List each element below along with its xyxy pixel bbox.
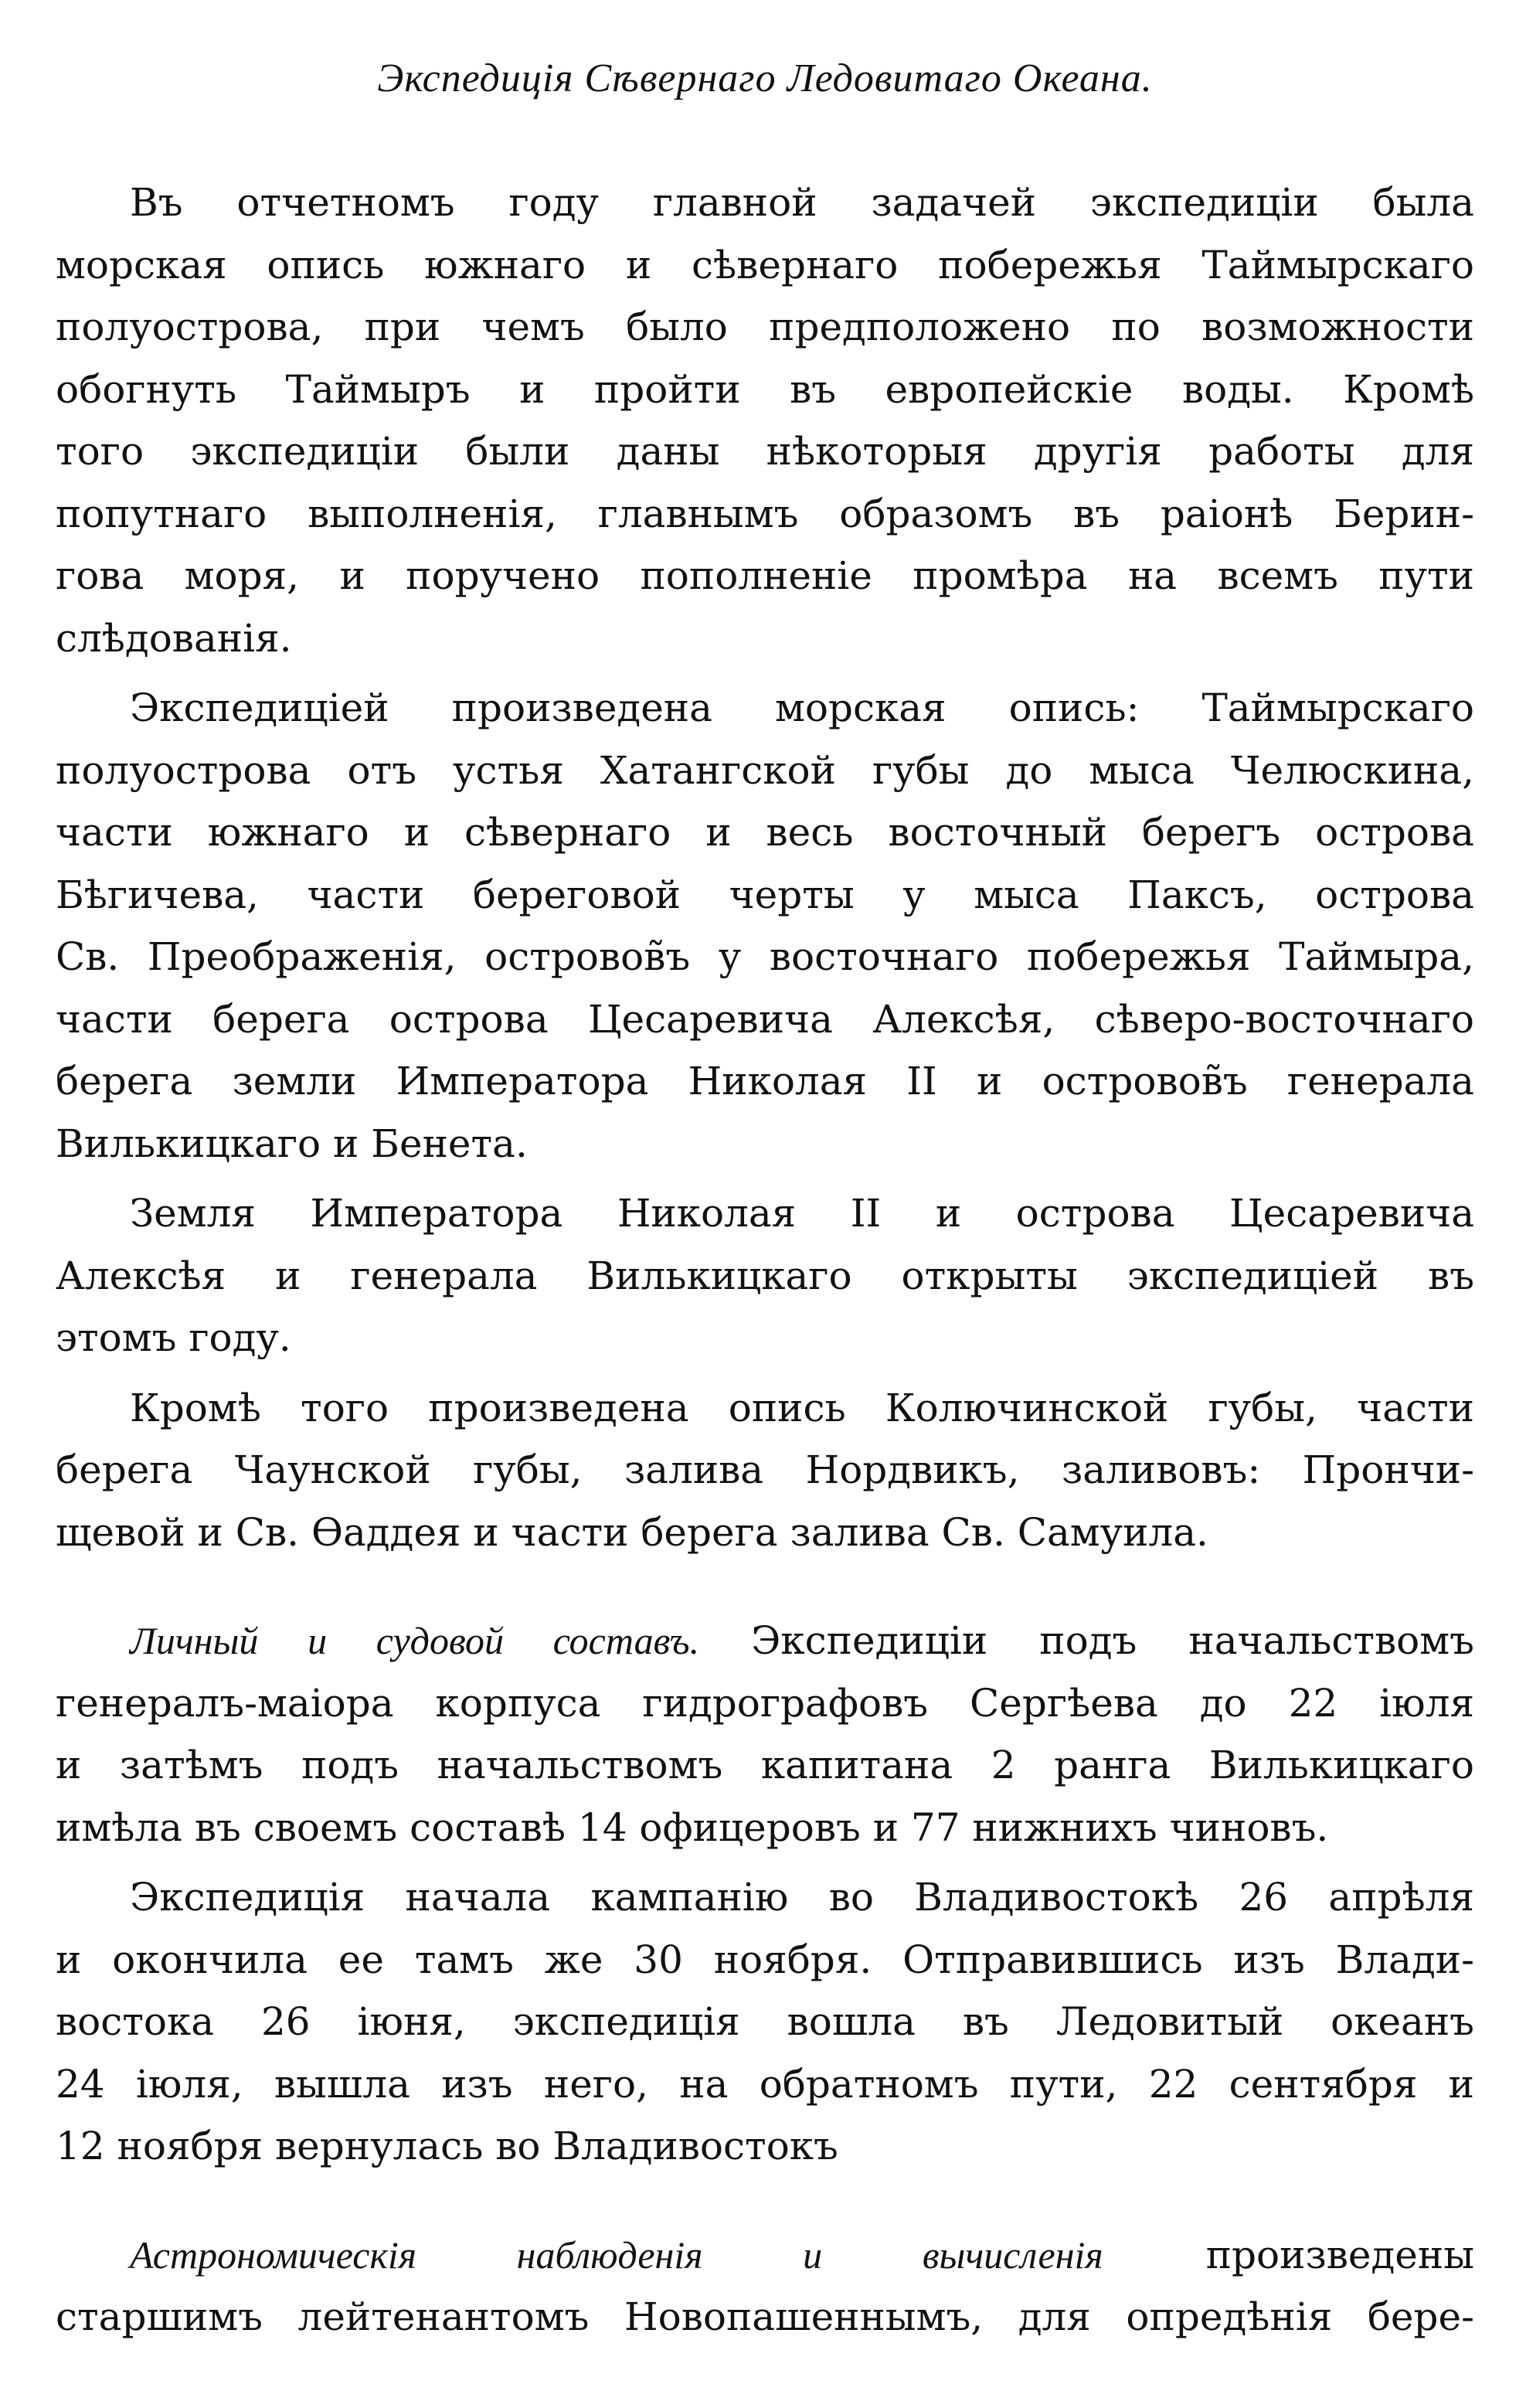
text-line: старшимъ лейтенантомъ Новопашеннымъ, для опредѣнія бере- [56,2294,1474,2339]
text-line: и окончила ее тамъ же 30 ноября. Отправившись изъ Влади- [56,1937,1474,1982]
text-line: Кромѣ того произведена опись Колючинской губы, части [130,1385,1474,1430]
text-line: Въ отчетномъ году главной задачей экспедиціи была [130,180,1474,225]
text-line: 24 іюля, вышла изъ него, на обратномъ пути, 22 сентября и [56,2061,1474,2107]
section-heading-astronomy: Астрономическія наблюденія и вычисленія [130,2233,1103,2277]
text-line: и затѣмъ подъ начальствомъ капитана 2 ранга Вилькицкаго [56,1743,1474,1787]
text-line: Экспедиція начала кампанію во Владивостокѣ 26 апрѣля [130,1875,1474,1920]
text-line: попутнаго выполненія, главнымъ образомъ въ раіонѣ Берин- [56,491,1474,536]
text-line: гова моря, и поручено пополненіе промѣра на всемъ пути [56,553,1474,598]
section-heading-personnel: Личный и судовой составъ. [130,1619,700,1662]
section-personnel [56,1610,1474,1859]
text-line: имѣла въ своемъ составѣ 14 офицеровъ и 77 нижнихъ чиновъ. [56,1804,1329,1850]
text-line: полуострова, при чемъ было предположено по возможности [56,304,1474,349]
section-first-line [56,2224,1474,2287]
paragraph-campaign [56,1866,1474,2178]
text-line: части берега острова Цесаревича Алексѣя, сѣверо-восточнаго [56,996,1474,1042]
text-line: Алексѣя и генерала Вилькицкаго открыты экспедиціей въ [56,1253,1474,1298]
text-line: Экспедиціей произведена морская опись: Таймырскаго [130,685,1474,730]
text-line: Св. Преображенія, островов̃ъ у восточнаго побережья Таймыра, [56,934,1474,979]
text-line: обогнуть Таймыръ и пройти въ европейскіе воды. Кромѣ [56,366,1474,412]
text-line: берега Чаунской губы, залива Нордвикъ, заливовъ: Прончи- [56,1447,1474,1492]
text-line: Вилькицкаго и Бенета. [56,1121,528,1166]
text-line: щевой и Св. Ѳаддея и части берега залива Св. Самуила. [56,1509,1208,1555]
text-line: востока 26 іюня, экспедиція вошла въ Ледовитый океанъ [56,1999,1474,2044]
text-line: слѣдованія. [56,615,292,661]
text-line: 12 ноября вернулась во Владивостокъ [56,2124,838,2168]
text-line: Бѣгичева, части береговой черты у мыса Паксъ, острова [56,872,1474,917]
text-line: части южнаго и сѣвернаго и весь восточный берегъ острова [56,810,1474,855]
text-line: берега земли Императора Николая II и островов̃ъ генерала [56,1059,1474,1104]
page [56,54,1474,2348]
page-header-title: Экспедиція Сѣвернаго Ледовитаго Океана. [377,56,1153,100]
section-astronomy [56,2224,1474,2348]
section-text: произведены [1103,2232,1474,2277]
text-line: генералъ-маіора корпуса гидрографовъ Сергѣева до 22 іюля [56,1680,1474,1726]
text-line: этомъ году. [56,1315,291,1360]
paragraph-4 [56,1377,1474,1564]
section-first-line [56,1610,1474,1672]
paragraph-3 [56,1182,1474,1369]
text-line: морская опись южнаго и сѣвернаго побережья Таймырскаго [56,242,1474,287]
text-line: полуострова отъ устья Хатангской губы до мыса Челюскина, [56,747,1474,793]
paragraph-1 [56,172,1474,669]
section-text: Экспедиціи подъ начальствомъ [699,1618,1474,1663]
text-line: того экспедиціи были даны нѣкоторыя другія работы для [56,429,1474,474]
text-line: Земля Императора Николая II и острова Цесаревича [130,1191,1474,1236]
paragraph-2 [56,677,1474,1175]
